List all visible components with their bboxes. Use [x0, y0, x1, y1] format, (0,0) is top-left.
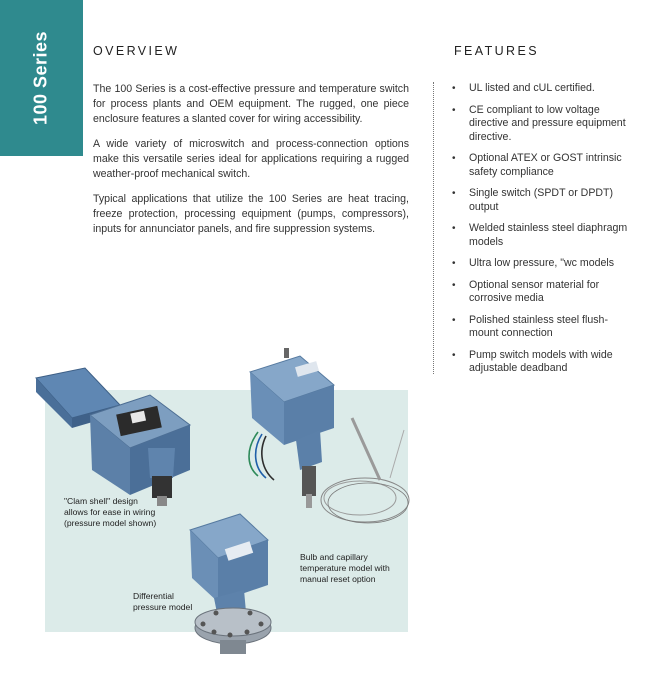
feature-item: • Optional sensor material for corrosive media: [452, 278, 600, 304]
bullet-icon: •: [452, 223, 456, 234]
feature-item: • Pump switch models with wide adjustable deadband: [452, 348, 613, 374]
feature-item: • Optional ATEX or GOST intrinsic safety compliance: [452, 152, 622, 178]
features-heading: FEATURES: [454, 44, 539, 58]
bullet-icon: •: [452, 153, 456, 164]
bulb-capillary-caption: Bulb and capillary temperature model with manual reset option: [300, 552, 390, 584]
series-tab-label: 100 Series: [30, 30, 51, 126]
overview-paragraph-3: Typical applications that utilize the 100 Series are heat tracing, freeze protection, processing equipment (pumps, compressors), inputs for annunciator panels, and fire suppression systems.: [93, 193, 409, 235]
overview-paragraph-2: A wide variety of microswitch and process-connection options make this versatile series ideal for applications requiring a rugged weather-proof mechanical switch.: [93, 138, 409, 180]
feature-item: • Ultra low pressure, "wc models: [452, 257, 615, 269]
bullet-icon: •: [452, 258, 456, 269]
bullet-icon: •: [452, 314, 456, 326]
bullet-icon: •: [452, 188, 456, 199]
feature-item: • Welded stainless steel diaphragm models: [452, 222, 628, 248]
clam-shell-switch-illustration: [36, 368, 190, 506]
bullet-icon: •: [452, 279, 456, 291]
clam-shell-caption: "Clam shell" design allows for ease in wiring (pressure model shown): [64, 496, 157, 528]
feature-item: • UL listed and cUL certified.: [452, 82, 595, 94]
bullet-icon: •: [452, 83, 456, 94]
bulb-capillary-switch-illustration: [249, 348, 409, 523]
differential-caption: Differential pressure model: [133, 591, 193, 612]
feature-item: • Single switch (SPDT or DPDT) output: [452, 187, 614, 213]
differential-switch-illustration: [190, 514, 271, 654]
bullet-icon: •: [452, 349, 456, 361]
bullet-icon: •: [452, 104, 456, 116]
overview-paragraph-1: The 100 Series is a cost-effective pressure and temperature switch for process plants and OEM equipment. The rugged, one piece enclosure features a slanted cover for wiring accessibility.: [93, 83, 409, 125]
overview-heading: OVERVIEW: [93, 44, 180, 58]
feature-item: • Polished stainless steel flush-mount connection: [452, 313, 608, 339]
feature-item: • CE compliant to low voltage directive and pressure equipment directive.: [452, 103, 626, 143]
